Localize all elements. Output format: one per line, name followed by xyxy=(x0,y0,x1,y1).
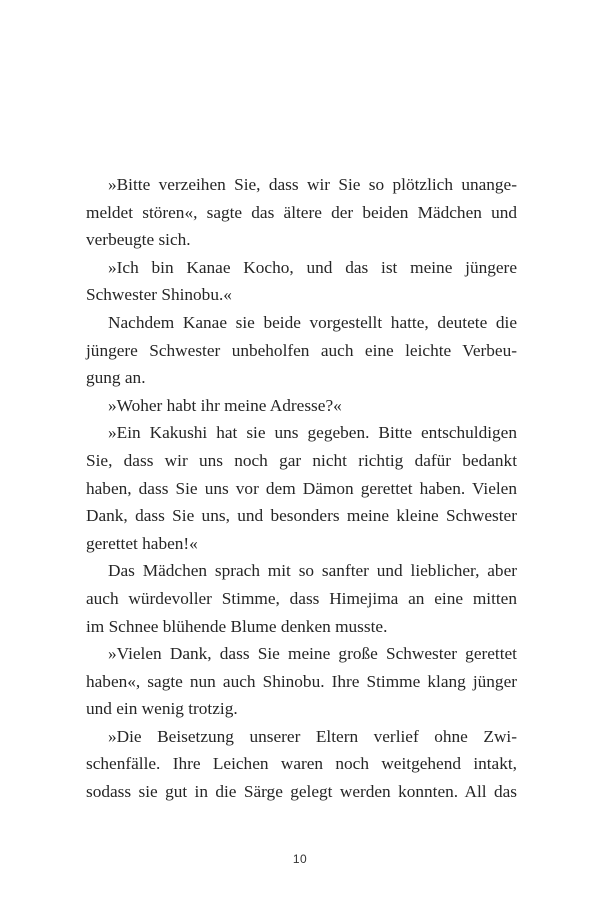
text-line: »Vielen Dank, dass Sie meine große Schwester gerettet xyxy=(108,644,517,664)
text-line: haben, dass Sie uns vor dem Dämon gerettet haben. Vielen xyxy=(86,478,517,498)
paragraph xyxy=(86,419,517,557)
text-line: Sie, dass wir uns noch gar nicht richtig dafür bedankt xyxy=(86,450,517,470)
text-line: auch würdevoller Stimme, dass Himejima an eine mitten xyxy=(86,588,517,608)
text-line: gerettet haben!« xyxy=(86,533,198,553)
text-line: Dank, dass Sie uns, und besonders meine kleine Schwester xyxy=(86,506,517,526)
paragraph xyxy=(86,723,517,806)
paragraph xyxy=(86,254,517,309)
text-line: »Bitte verzeihen Sie, dass wir Sie so plötzlich unange- xyxy=(108,175,517,194)
text-line: meldet stören«, sagte das ältere der beiden Mädchen und xyxy=(86,202,517,222)
text-line: »Ein Kakushi hat sie uns gegeben. Bitte entschuldigen xyxy=(108,423,517,443)
paragraph xyxy=(86,392,517,420)
text-line: sodass sie gut in die Särge gelegt werden konnten. All das xyxy=(86,782,517,802)
paragraph xyxy=(86,557,517,640)
body-text xyxy=(86,171,517,806)
text-line: verbeugte sich. xyxy=(86,230,191,250)
text-line: und ein wenig trotzig. xyxy=(86,699,238,719)
text-line: haben«, sagte nun auch Shinobu. Ihre Stimme klang jünger xyxy=(86,671,517,691)
text-line: »Ich bin Kanae Kocho, und das ist meine jüngere xyxy=(108,257,517,277)
text-line: gung an. xyxy=(86,368,146,388)
text-line: Nachdem Kanae sie beide vorgestellt hatte, deutete die xyxy=(108,312,517,332)
text-line: Schwester Shinobu.« xyxy=(86,285,232,305)
text-line: »Die Beisetzung unserer Eltern verlief ohne Zwi- xyxy=(108,726,517,746)
text-line: im Schnee blühende Blume denken musste. xyxy=(86,616,388,636)
paragraph xyxy=(86,640,517,723)
paragraph xyxy=(86,171,517,254)
page-number: 10 xyxy=(292,852,308,866)
text-line: schenfälle. Ihre Leichen waren noch weitgehend intakt, xyxy=(86,754,517,774)
text-line: jüngere Schwester unbeholfen auch eine leichte Verbeu- xyxy=(86,340,517,360)
text-line: »Woher habt ihr meine Adresse?« xyxy=(108,395,342,415)
paragraph xyxy=(86,309,517,392)
text-line: Das Mädchen sprach mit so sanfter und lieblicher, aber xyxy=(108,561,517,581)
